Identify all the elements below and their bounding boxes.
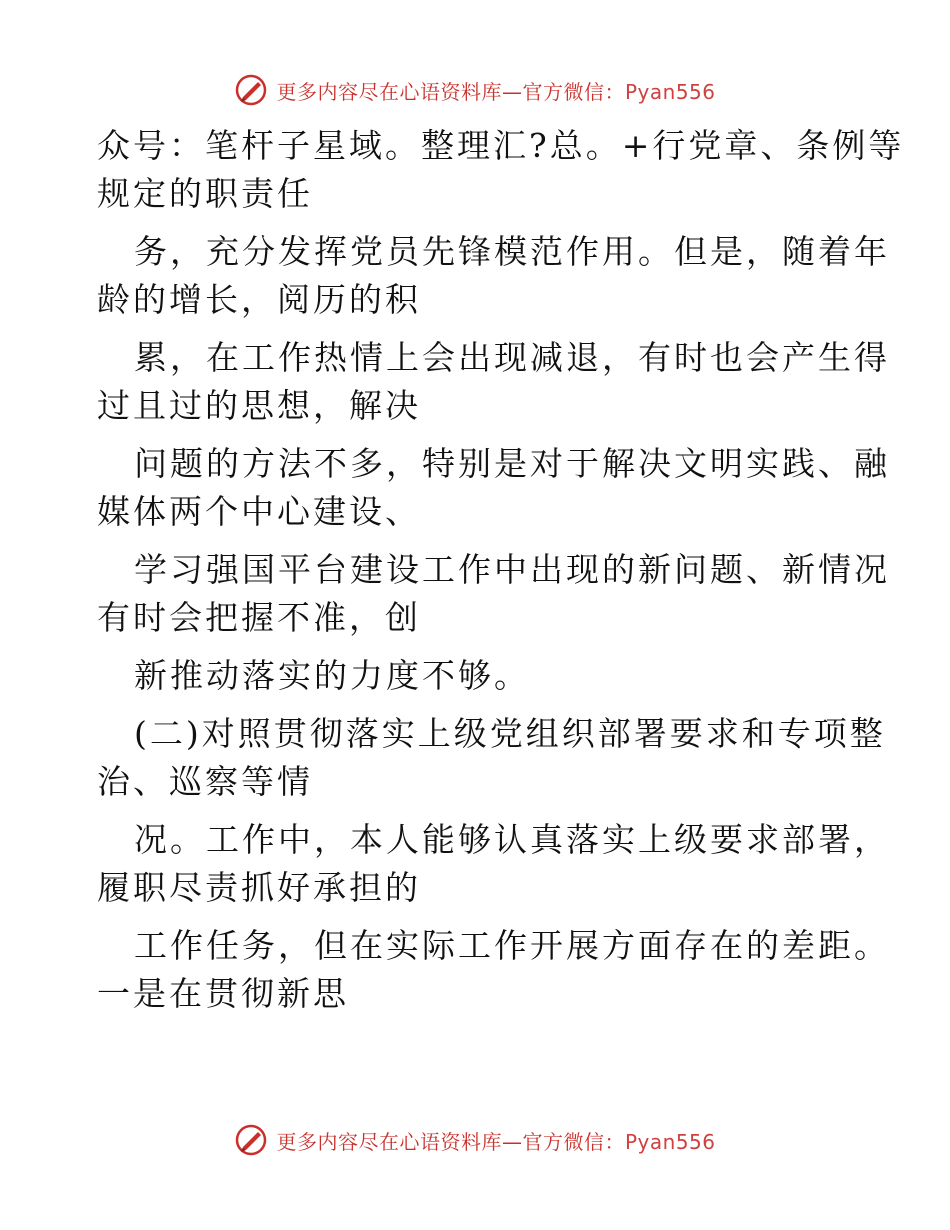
text-line: 学习强国平台建设工作中出现的新问题、新情况 bbox=[134, 550, 890, 589]
text-line: 务，充分发挥党员先锋模范作用。但是，随着年 bbox=[134, 232, 890, 271]
text-line: 况。工作中，本人能够认真落实上级要求部署， bbox=[134, 820, 890, 859]
text-line: 新推动落实的力度不够。 bbox=[134, 656, 530, 695]
text-line: 治、巡察等情 bbox=[97, 762, 313, 801]
header-watermark-banner bbox=[0, 70, 950, 110]
footer-watermark-text: 更多内容尽在心语资料库—官方微信：Pyan556 bbox=[276, 1129, 716, 1154]
text-line: 履职尽责抓好承担的 bbox=[97, 868, 421, 907]
text-line: 一是在贯彻新思 bbox=[97, 974, 349, 1013]
text-line: 过且过的思想，解决 bbox=[97, 386, 421, 425]
text-line: (二)对照贯彻落实上级党组织部署要求和专项整 bbox=[134, 714, 886, 753]
text-line: 有时会把握不准，创 bbox=[97, 598, 421, 637]
text-line: 龄的增长，阅历的积 bbox=[97, 280, 421, 319]
text-line: 众号：笔杆子星域。整理汇?总。+行党章、条例等 bbox=[97, 126, 905, 165]
text-line: 问题的方法不多，特别是对于解决文明实践、融 bbox=[134, 444, 890, 483]
pen-logo-icon bbox=[234, 73, 268, 107]
text-line: 媒体两个中心建设、 bbox=[97, 492, 421, 531]
text-line: 累，在工作热情上会出现减退，有时也会产生得 bbox=[134, 338, 890, 377]
footer-watermark-banner bbox=[0, 1120, 950, 1160]
text-line: 规定的职责任 bbox=[97, 174, 313, 213]
pen-logo-icon bbox=[234, 1123, 268, 1157]
document-body bbox=[97, 122, 905, 1018]
text-line: 工作任务，但在实际工作开展方面存在的差距。 bbox=[134, 926, 890, 965]
header-watermark-text: 更多内容尽在心语资料库—官方微信：Pyan556 bbox=[276, 79, 716, 104]
